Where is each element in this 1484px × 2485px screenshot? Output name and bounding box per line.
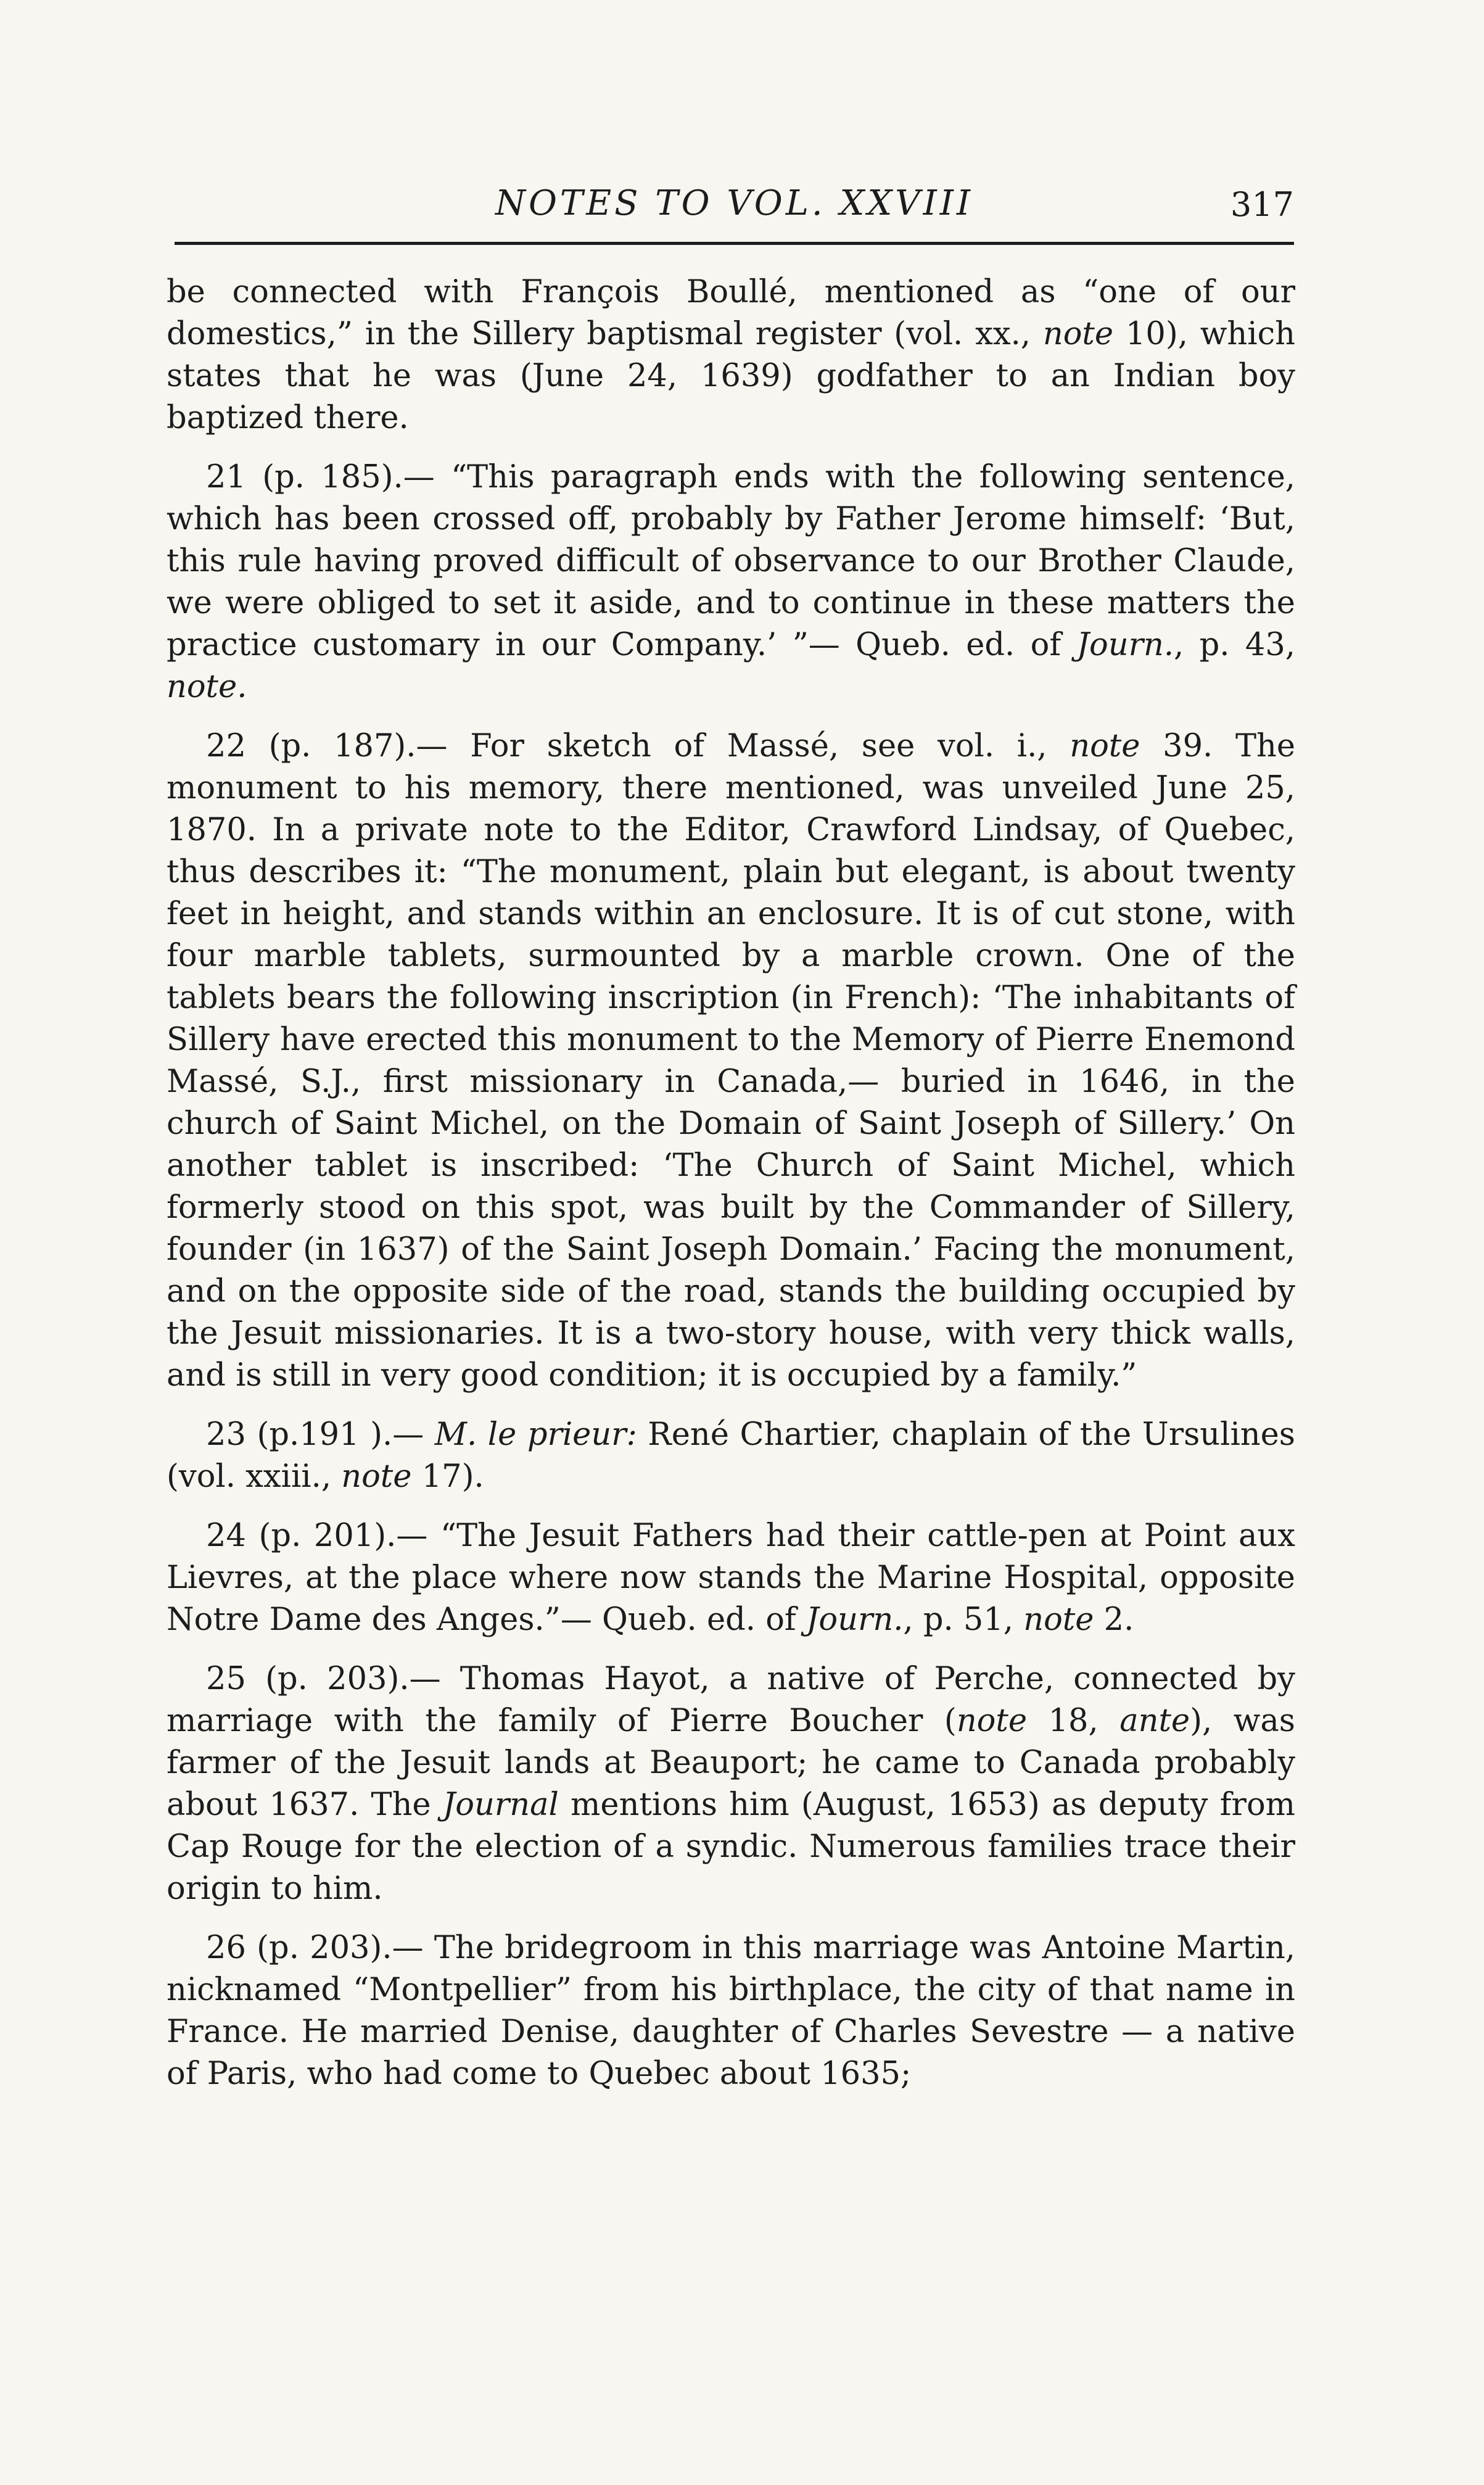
- text-segment: ), was farmer of the Jesuit lands at Beauport; he came to Canada probably about 1637. The: [167, 1703, 1295, 1823]
- text-segment: 23 (p.191 ).—: [206, 1416, 435, 1453]
- text-segment: 22 (p. 187).— For sketch of Massé, see vol. i.,: [206, 728, 1070, 764]
- text-segment: 18,: [1027, 1703, 1120, 1739]
- italic-text: note: [1023, 1602, 1094, 1638]
- italic-text: note: [1070, 728, 1140, 764]
- italic-text: Journal: [442, 1787, 559, 1823]
- note-paragraph: [167, 1927, 1295, 2095]
- header-rule: [175, 242, 1294, 245]
- text-segment: 24 (p. 201).— “The Jesuit Fathers had their cattle-pen at Point aux Lievres, at the place where now stands the Marine Hospital, opposite Notre Dame des Anges.”— Queb. ed. of: [167, 1518, 1295, 1638]
- page-number: 317: [1230, 185, 1294, 224]
- italic-text: note: [1042, 316, 1114, 352]
- running-head: NOTES TO VOL. XXVIII: [495, 183, 974, 223]
- text-segment: , p. 51,: [903, 1602, 1024, 1638]
- text-segment: 39. The monument to his memory, there mentioned, was unveiled June 25, 1870. In a private note to the Editor, Crawford Lindsay, of Quebec, thus describes it: “The monument, plain but elegant, is about twenty feet in height, and stands within an enclosure. It is of cut stone, with four marble tablets, surmounted by a marble crown. One of the tablets bears the following inscription (in French): ‘The inhabitants of Sillery have erected this monument to the Memory of Pierre Enemond Massé, S.J., first missionary in Canada,— buried in 1646, in the church of Saint Michel, on the Domain of Saint Joseph of Sillery.’ On another tablet is inscribed: ‘The Church of Saint Michel, which formerly stood on this spot, was built by the Commander of Sillery, founder (in 1637) of the Saint Joseph Domain.’ Facing the monument, and on the opposite side of the road, stands the building occupied by the Jesuit missionaries. It is a two-story house, with very thick walls, and is still in very good condition; it is occupied by a family.”: [167, 728, 1296, 1394]
- text-segment: , p. 43,: [1174, 627, 1295, 663]
- italic-text: ante: [1119, 1703, 1190, 1739]
- note-paragraph: [167, 726, 1295, 1397]
- italic-text: Journ.: [1076, 627, 1174, 663]
- page-header: [175, 179, 1294, 247]
- text-segment: 2.: [1094, 1602, 1134, 1638]
- continued-paragraph: [167, 271, 1295, 439]
- notes-text-column: [167, 271, 1295, 2112]
- note-paragraph: [167, 1658, 1295, 1910]
- text-segment: 17).: [411, 1458, 484, 1495]
- italic-text: note.: [167, 669, 247, 705]
- text-segment: be connected with François Boullé, mentioned as “one of our domestics,” in the Sillery baptismal register (vol. xx.,: [167, 274, 1295, 352]
- note-paragraph: [167, 457, 1295, 708]
- text-segment: mentions him (August, 1653) as deputy from Cap Rouge for the election of a syndic. Numerous families trace their origin to him.: [167, 1787, 1296, 1907]
- note-paragraph: [167, 1414, 1295, 1498]
- italic-text: note: [956, 1703, 1028, 1739]
- note-paragraph: [167, 1515, 1295, 1641]
- text-segment: 25 (p. 203).— Thomas Hayot, a native of Perche, connected by marriage with the family of Pierre Boucher (: [167, 1661, 1295, 1739]
- text-segment: 21 (p. 185).— “This paragraph ends with the following sentence, which has been crossed off, probably by Father Jerome himself: ‘But, this rule having proved difficult of observance to our Brother Claude, we were obliged to set it aside, and to continue in these matters the practice customary in our Company.’ ”— Queb. ed. of: [167, 459, 1295, 663]
- text-segment: René Chartier, chaplain of the Ursulines (vol. xxiii.,: [167, 1416, 1295, 1495]
- text-segment: 26 (p. 203).— The bridegroom in this marriage was Antoine Martin, nicknamed “Montpellier” from his birthplace, the city of that name in France. He married Denise, daughter of Charles Sevestre — a native of Paris, who had come to Quebec about 1635;: [167, 1930, 1295, 2092]
- italic-text: M. le prieur:: [434, 1416, 637, 1453]
- italic-text: Journ.: [806, 1602, 904, 1638]
- italic-text: note: [341, 1458, 412, 1495]
- text-segment: 10), which states that he was (June 24, 1639) godfather to an Indian boy baptized there.: [167, 316, 1295, 436]
